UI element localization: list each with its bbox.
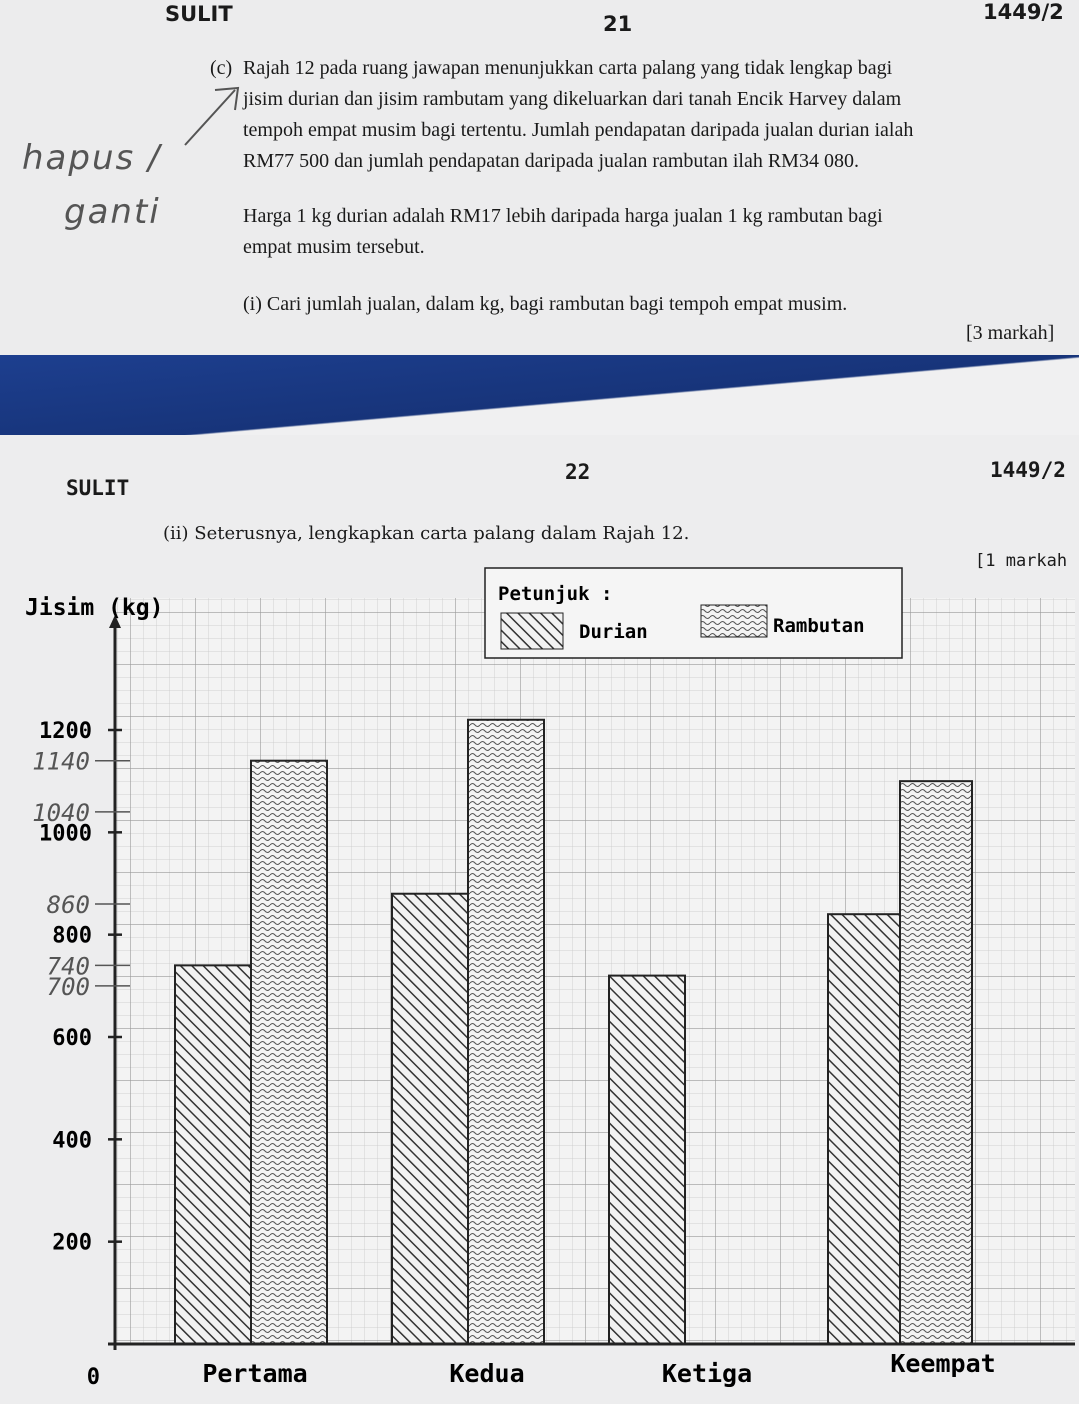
handwritten-tick-label: 740 <box>46 952 90 981</box>
x-tick-label: Ketiga <box>661 1359 753 1388</box>
legend-label-durian: Durian <box>579 621 648 643</box>
handwritten-arrow-icon <box>180 80 250 150</box>
bar-rambutan-keempat <box>900 781 972 1344</box>
page-number: 22 <box>565 460 591 484</box>
part-c-line: RM77 500 dan jumlah pendapatan daripada jualan rambutan ilah RM34 080. <box>243 150 859 172</box>
y-tick-label: 0 <box>86 1365 100 1390</box>
part-c-text <box>243 53 1073 177</box>
price-line: empat musim tersebut. <box>243 236 425 258</box>
bar-chart <box>0 560 1079 1404</box>
x-tick-label: Pertama <box>202 1359 308 1388</box>
handwritten-tick-label: 1140 <box>32 747 90 776</box>
paper-code: 1449/2 <box>990 458 1066 482</box>
part-c-line: jisim durian dan jisim rambutam yang dikeluarkan dari tanah Encik Harvey dalam <box>243 88 902 110</box>
handwritten-tick-label: 860 <box>46 890 90 919</box>
x-tick-label: Kedua <box>449 1359 525 1388</box>
price-line: Harga 1 kg durian adalah RM17 lebih daripada harga jualan 1 kg rambutan bagi <box>243 205 883 227</box>
bar-durian-keempat <box>828 914 900 1344</box>
bar-rambutan-kedua <box>468 720 544 1344</box>
sulit-label: SULIT <box>165 2 233 26</box>
sulit-label: SULIT <box>66 476 130 500</box>
photo-background <box>0 355 1079 435</box>
legend-label-rambutan: Rambutan <box>773 615 865 637</box>
legend-title: Petunjuk : <box>498 583 613 605</box>
bar-durian-pertama <box>175 965 251 1344</box>
bar-durian-ketiga <box>609 976 685 1344</box>
price-text <box>243 201 1073 263</box>
handwriting-hapus: hapus / <box>22 138 162 178</box>
handwriting-ganti: ganti <box>64 192 161 232</box>
x-labels <box>202 1349 995 1388</box>
paper-code: 1449/2 <box>983 0 1064 24</box>
y-axis-label: Jisim (kg) <box>25 595 164 621</box>
y-tick-label: 200 <box>52 1230 92 1256</box>
handwritten-tick-label: 700 <box>46 972 90 1001</box>
part-c-label: (c) <box>210 57 233 79</box>
y-tick-label: 800 <box>52 923 92 949</box>
legend <box>485 568 902 658</box>
part-c-line: Rajah 12 pada ruang jawapan menunjukkan carta palang yang tidak lengkap bagi <box>243 57 893 79</box>
y-tick-label: 1200 <box>39 719 92 744</box>
part-ii-marks: [1 markah <box>975 551 1068 571</box>
y-tick-label: 400 <box>52 1128 92 1154</box>
legend-swatch-durian <box>501 613 563 649</box>
bar-rambutan-pertama <box>251 761 327 1344</box>
page-21 <box>0 0 1079 355</box>
part-i-marks: [3 markah] <box>966 322 1055 344</box>
y-tick-label: 1000 <box>39 821 92 847</box>
handwritten-tick-label: 1040 <box>32 798 90 827</box>
part-ii-question: (ii) Seterusnya, lengkapkan carta palang dalam Rajah 12. <box>163 523 690 544</box>
bar-durian-kedua <box>392 894 468 1344</box>
part-i-question: (i) Cari jumlah jualan, dalam kg, bagi rambutan bagi tempoh empat musim. <box>243 293 848 315</box>
x-tick-label: Keempat <box>890 1349 996 1378</box>
legend-swatch-rambutan <box>701 605 767 637</box>
y-tick-label: 600 <box>52 1026 92 1051</box>
page-number: 21 <box>603 12 633 36</box>
part-c-line: tempoh empat musim bagi tertentu. Jumlah pendapatan daripada jualan durian ialah <box>243 119 914 141</box>
